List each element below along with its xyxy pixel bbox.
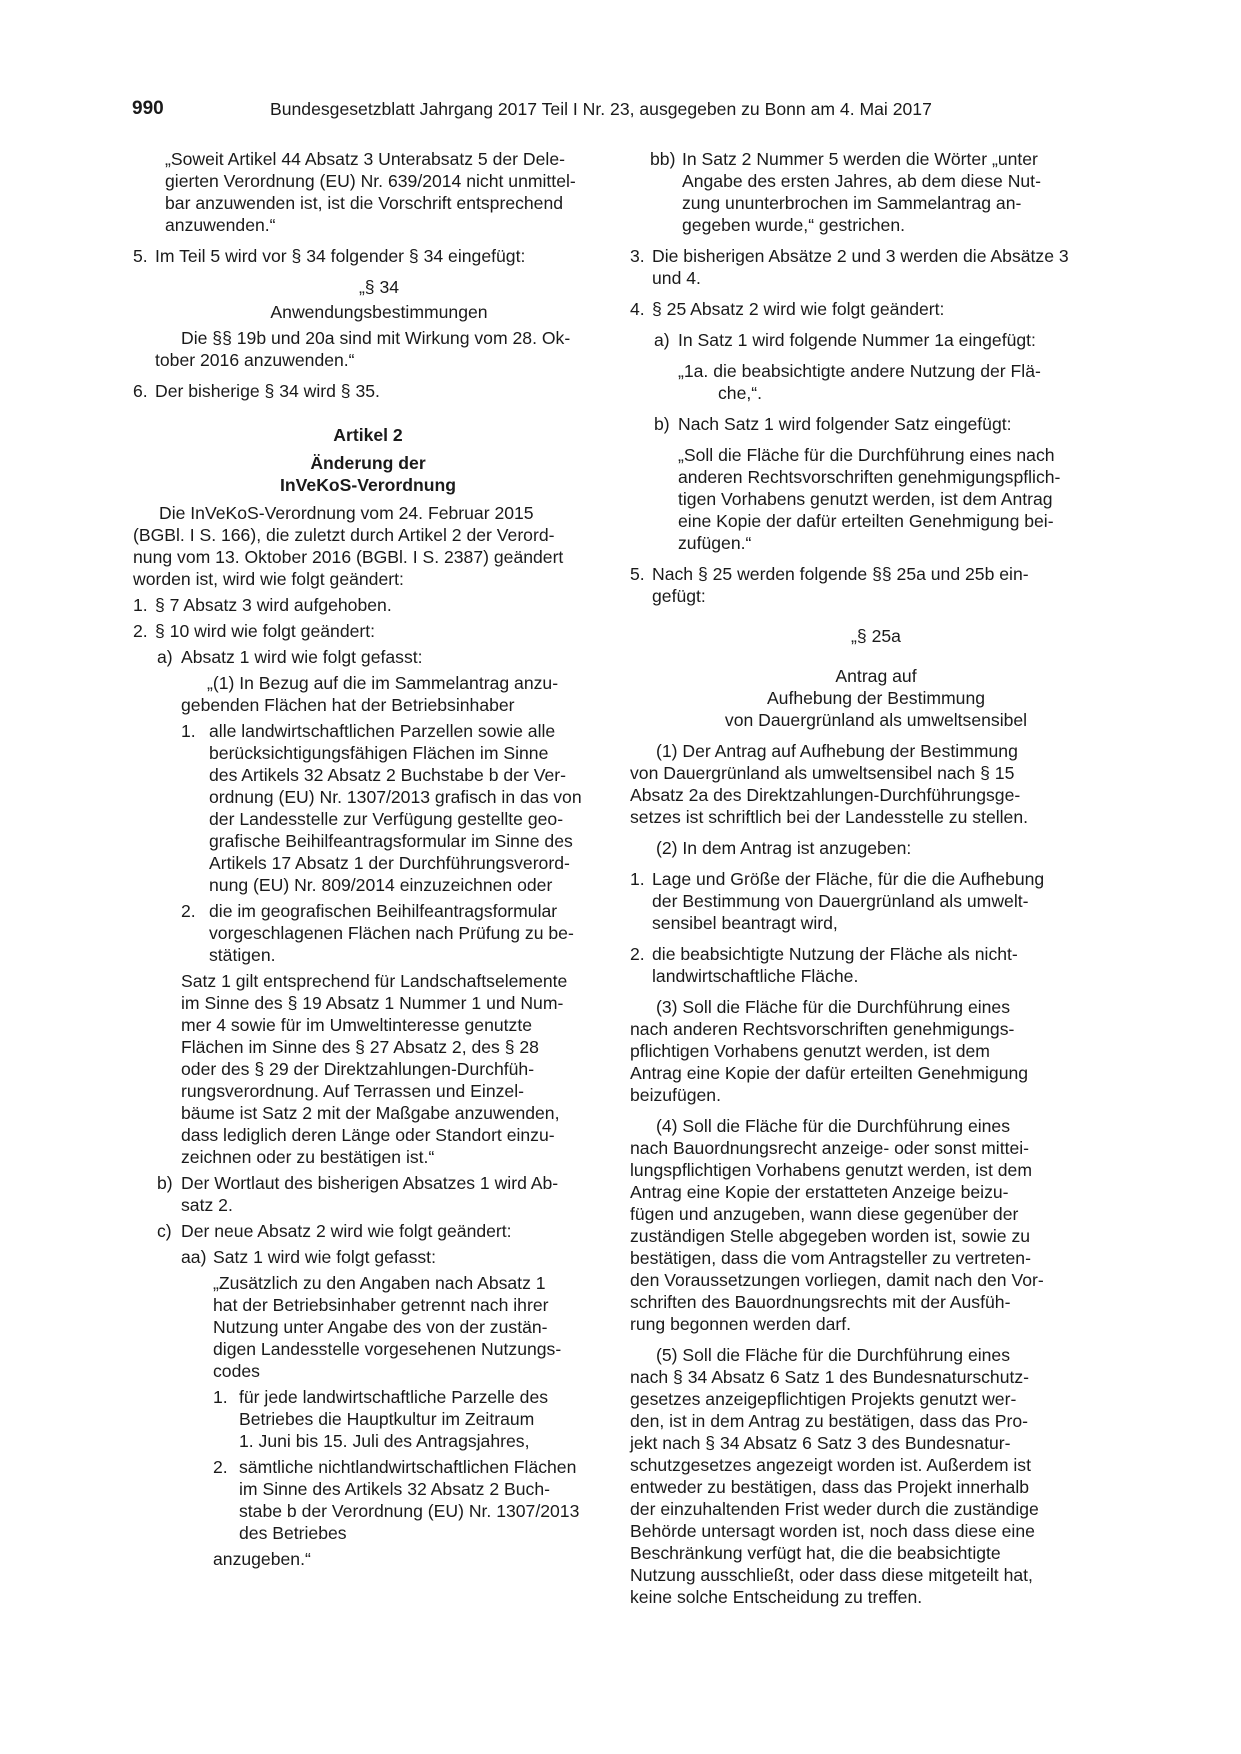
text-line: des Betriebes	[239, 1523, 347, 1543]
quote-list-item-z2	[133, 1456, 603, 1544]
text-line: „1a. die beabsichtigte andere Nutzung der Flä-	[678, 361, 1041, 381]
paragraph-4	[630, 1115, 1100, 1335]
text-line: § 25 Absatz 2 wird wie folgt geändert:	[652, 299, 945, 319]
article-intro	[133, 502, 603, 590]
text-line: Absatz 1 wird wie folgt gefasst:	[181, 647, 423, 667]
text-line: rung begonnen werden darf.	[630, 1314, 852, 1334]
text-line: „Soweit Artikel 44 Absatz 3 Unterabsatz 5 der Dele-	[165, 149, 565, 169]
sub-item-c	[133, 1220, 603, 1242]
text-line: von Dauergrünland als umweltsensibel nach § 15	[630, 763, 1015, 783]
list-item-6	[133, 380, 603, 402]
text-line: ordnung (EU) Nr. 1307/2013 grafisch in das von	[209, 787, 582, 807]
text-line: nach § 34 Absatz 6 Satz 1 des Bundesnaturschutz-	[630, 1367, 1030, 1387]
text-line: vorgeschlagenen Flächen nach Prüfung zu be-	[209, 923, 574, 943]
text-line: den, ist in dem Antrag zu bestätigen, dass das Pro-	[630, 1411, 1029, 1431]
text-line: mer 4 sowie für im Umweltinteresse genutzte	[181, 1015, 533, 1035]
item-number: 3.	[630, 246, 645, 266]
text-line: berücksichtigungsfähigen Flächen im Sinne	[209, 743, 549, 763]
item-letter: a)	[654, 330, 670, 350]
text-line: nach anderen Rechtsvorschriften genehmigungs-	[630, 1019, 1015, 1039]
text-line: sämtliche nichtlandwirtschaftlichen Flächen	[239, 1457, 577, 1477]
text-line: (3) Soll die Fläche für die Durchführung eines	[656, 997, 1011, 1017]
text-line: pflichtigen Vorhabens genutzt werden, ist dem	[630, 1041, 990, 1061]
text-line: „(1) In Bezug auf die im Sammelantrag anzu-	[207, 673, 559, 693]
text-line: nung (EU) Nr. 809/2014 einzuzeichnen oder	[209, 875, 553, 895]
section-34-number: „§ 34	[358, 277, 400, 297]
text-line: Die §§ 19b und 20a sind mit Wirkung vom 28. Ok-	[181, 328, 571, 348]
text-line: Absatz 2a des Direktzahlungen-Durchführungsge-	[630, 785, 1021, 805]
text-line: Im Teil 5 wird vor § 34 folgender § 34 eingefügt:	[155, 246, 526, 266]
paragraph-1	[630, 740, 1100, 828]
text-line: nung vom 13. Oktober 2016 (BGBl. I S. 2387) geändert	[133, 547, 564, 567]
right-column	[630, 148, 1100, 1608]
text-line: oder des § 29 der Direktzahlungen-Durchfüh-	[181, 1059, 535, 1079]
text-line: „Zusätzlich zu den Angaben nach Absatz 1	[213, 1273, 546, 1293]
sub-item-b	[133, 1172, 603, 1216]
text-line: der einzuhaltenden Frist weder durch die zuständige	[630, 1499, 1039, 1519]
text-line: der Landesstelle zur Verfügung gestellte geo-	[209, 809, 564, 829]
text-line: bestätigen, dass die vom Antragsteller zu vertreten-	[630, 1248, 1031, 1268]
text-line: Satz 1 gilt entsprechend für Landschaftselemente	[181, 971, 568, 991]
text-line: jekt nach § 34 Absatz 6 Satz 3 des Bundesnatur-	[630, 1433, 1011, 1453]
text-line: In Satz 2 Nummer 5 werden die Wörter „unter	[682, 149, 1038, 169]
text-line: Antrag auf	[835, 666, 917, 686]
article-heading: Artikel 2	[333, 425, 403, 445]
item-letter: b)	[157, 1173, 173, 1193]
right-sub-item-b	[630, 413, 1100, 435]
text-line: den Voraussetzungen vorliegen, damit nach den Vor-	[630, 1270, 1044, 1290]
text-line: worden ist, wird wie folgt geändert:	[133, 569, 404, 589]
item-number: 2.	[213, 1457, 228, 1477]
text-line: Antrag eine Kopie der erstatteten Anzeige beizu-	[630, 1182, 1009, 1202]
text-line: Angabe des ersten Jahres, ab dem diese Nut-	[682, 171, 1041, 191]
text-line: Satz 1 wird wie folgt gefasst:	[213, 1247, 436, 1267]
quote-zusaetzlich	[133, 1272, 603, 1382]
text-line: stabe b der Verordnung (EU) Nr. 1307/2013	[239, 1501, 580, 1521]
item-letter: aa)	[181, 1247, 207, 1267]
text-line: anderen Rechtsvorschriften genehmigungspflich-	[678, 467, 1061, 487]
quote-list-item-1	[133, 720, 603, 896]
item-number: 5.	[630, 564, 645, 584]
text-line: Lage und Größe der Fläche, für die die Aufhebung	[652, 869, 1045, 889]
quote-soll	[630, 444, 1100, 554]
item-number: 6.	[133, 381, 148, 401]
text-line: beizufügen.	[630, 1085, 721, 1105]
text-line: (BGBl. I S. 166), die zuletzt durch Artikel 2 der Verord-	[133, 525, 555, 545]
text-line: gefügt:	[652, 586, 706, 606]
text-line: des Artikels 32 Absatz 2 Buchstabe b der Ver-	[209, 765, 566, 785]
text-line: digen Landesstelle vorgesehenen Nutzungs-	[213, 1339, 562, 1359]
text-line: nach Bauordnungsrecht anzeige- oder sonst mittei-	[630, 1138, 1030, 1158]
sub-item-a	[133, 646, 603, 668]
text-line: Nach Satz 1 wird folgender Satz eingefügt:	[678, 414, 1012, 434]
item-number: 4.	[630, 299, 645, 319]
text-line: entweder zu bestätigen, dass das Projekt innerhalb	[630, 1477, 1030, 1497]
amend-item-4	[630, 298, 1100, 320]
text-line: che,“.	[718, 383, 763, 403]
text-line: Betriebes die Hauptkultur im Zeitraum	[239, 1409, 535, 1429]
text-line: im Sinne des Artikels 32 Absatz 2 Buch-	[239, 1479, 550, 1499]
item-number: 1.	[181, 721, 196, 741]
text-line: zufügen.“	[678, 533, 752, 553]
text-line: Behörde untersagt worden ist, noch dass diese eine	[630, 1521, 1035, 1541]
text-line: tober 2016 anzuwenden.“	[155, 350, 355, 370]
text-line: (4) Soll die Fläche für die Durchführung eines	[656, 1116, 1011, 1136]
text-line: Flächen im Sinne des § 27 Absatz 2, des § 28	[181, 1037, 539, 1057]
text-line: der Bestimmung von Dauergrünland als umwelt-	[652, 891, 1029, 911]
text-line: Antrag eine Kopie der dafür erteilten Genehmigung	[630, 1063, 1029, 1083]
text-line: im Sinne des § 19 Absatz 1 Nummer 1 und Num-	[181, 993, 564, 1013]
sub-item-bb	[630, 148, 1100, 236]
item-number: 2.	[181, 901, 196, 921]
item-letter: a)	[157, 647, 173, 667]
quote-list-item-z1	[133, 1386, 603, 1452]
paragraph-3	[630, 996, 1100, 1106]
left-column	[133, 148, 603, 1570]
text-line: lungspflichtigen Vorhabens genutzt werden, ist dem	[630, 1160, 1032, 1180]
amend-item-1	[133, 594, 603, 616]
text-line: bar anzuwenden ist, ist die Vorschrift entsprechend	[165, 193, 564, 213]
paragraph-2-item-1	[630, 868, 1100, 934]
text-line: § 7 Absatz 3 wird aufgehoben.	[155, 595, 392, 615]
article-title-line2: InVeKoS-Verordnung	[280, 475, 456, 495]
text-line: In Satz 1 wird folgende Nummer 1a eingefügt:	[678, 330, 1036, 350]
text-line: anzuwenden.“	[165, 215, 276, 235]
text-line: zuständigen Stelle abgegeben worden ist, sowie zu	[630, 1226, 1031, 1246]
text-line: grafische Beihilfeantragsformular im Sinne des	[209, 831, 573, 851]
text-line: zung ununterbrochen im Sammelantrag an-	[682, 193, 1022, 213]
text-line: Nutzung ausschließt, oder dass diese mitgeteilt hat,	[630, 1565, 1033, 1585]
sub-item-aa	[133, 1246, 603, 1268]
text-line: alle landwirtschaftlichen Parzellen sowie alle	[209, 721, 556, 741]
text-line: keine solche Entscheidung zu treffen.	[630, 1587, 923, 1607]
text-line: fügen und anzugeben, wann diese gegenüber der	[630, 1204, 1019, 1224]
quote-satz-block	[133, 970, 603, 1168]
item-letter: b)	[654, 414, 670, 434]
item-letter: bb)	[650, 149, 676, 169]
text-line: Nutzung unter Angabe des von der zustän-	[213, 1317, 548, 1337]
text-line: 1. Juni bis 15. Juli des Antragsjahres,	[239, 1431, 530, 1451]
text-line: dass lediglich deren Länge oder Standort einzu-	[181, 1125, 555, 1145]
quote-absatz-1	[133, 672, 603, 716]
quote-list-item-2	[133, 900, 603, 966]
text-line: § 10 wird wie folgt geändert:	[155, 621, 376, 641]
text-line: Die InVeKoS-Verordnung vom 24. Februar 2015	[159, 503, 534, 523]
item-number: 1.	[630, 869, 645, 889]
text-line: gierten Verordnung (EU) Nr. 639/2014 nicht unmittel-	[165, 171, 576, 191]
text-line: Beschränkung verfügt hat, die die beabsichtigte	[630, 1543, 1001, 1563]
article-title-line1: Änderung der	[310, 453, 426, 473]
text-line: Aufhebung der Bestimmung	[766, 688, 986, 708]
text-line: gebenden Flächen hat der Betriebsinhaber	[181, 695, 515, 715]
text-line: gegeben wurde,“ gestrichen.	[682, 215, 905, 235]
section-34-text	[133, 327, 603, 371]
item-number: 2.	[630, 944, 645, 964]
text-line: eine Kopie der dafür erteilten Genehmigung bei-	[678, 511, 1054, 531]
section-25a-title	[630, 665, 1100, 731]
text-line: Nach § 25 werden folgende §§ 25a und 25b ein-	[652, 564, 1029, 584]
text-line: (1) Der Antrag auf Aufhebung der Bestimmung	[656, 741, 1018, 761]
text-line: tigen Vorhabens genutzt werden, ist dem Antrag	[678, 489, 1053, 509]
list-item-5	[133, 245, 603, 267]
text-line: die im geografischen Beihilfeantragsformular	[209, 901, 558, 921]
text-line: landwirtschaftliche Fläche.	[652, 966, 859, 986]
quote-anzugeben: anzugeben.“	[213, 1549, 311, 1569]
amend-item-3	[630, 245, 1100, 289]
text-line: schriften des Bauordnungsrechts mit der Ausfüh-	[630, 1292, 1011, 1312]
text-line: schutzgesetzes angezeigt worden ist. Außerdem ist	[630, 1455, 1031, 1475]
text-line: von Dauergrünland als umweltsensibel	[724, 710, 1028, 730]
quote-soweit	[133, 148, 603, 236]
text-line: setzes ist schriftlich bei der Landesstelle zu stellen.	[630, 807, 1029, 827]
text-line: (5) Soll die Fläche für die Durchführung eines	[656, 1345, 1011, 1365]
text-line: sensibel beantragt wird,	[652, 913, 838, 933]
text-line: zeichnen oder zu bestätigen ist.“	[181, 1147, 435, 1167]
text-line: für jede landwirtschaftliche Parzelle des	[239, 1387, 549, 1407]
item-letter: c)	[157, 1221, 172, 1241]
text-line: Der Wortlaut des bisherigen Absatzes 1 wird Ab-	[181, 1173, 559, 1193]
text-line: die beabsichtigte Nutzung der Fläche als nicht-	[652, 944, 1018, 964]
text-line: bäume ist Satz 2 mit der Maßgabe anzuwenden,	[181, 1103, 560, 1123]
text-line: rungsverordnung. Auf Terrassen und Einzel-	[181, 1081, 524, 1101]
text-line: satz 2.	[181, 1195, 233, 1215]
text-line: „Soll die Fläche für die Durchführung eines nach	[678, 445, 1055, 465]
quote-1a	[630, 360, 1100, 404]
item-number: 2.	[133, 621, 148, 641]
text-line: codes	[213, 1361, 260, 1381]
right-sub-item-a	[630, 329, 1100, 351]
page-number: 990	[132, 98, 164, 119]
section-34-title: Anwendungsbestimmungen	[270, 302, 488, 322]
section-25a-number: „§ 25a	[851, 626, 901, 646]
paragraph-2-item-2	[630, 943, 1100, 987]
item-number: 5.	[133, 246, 148, 266]
amend-item-5	[630, 563, 1100, 607]
text-line: Artikels 17 Absatz 1 der Durchführungsverord-	[209, 853, 570, 873]
text-line: stätigen.	[209, 945, 276, 965]
paragraph-5	[630, 1344, 1100, 1608]
page-header	[0, 98, 1241, 122]
amend-item-2	[133, 620, 603, 642]
text-line: Der bisherige § 34 wird § 35.	[155, 381, 380, 401]
text-line: gesetzes anzeigepflichtigen Projekts genutzt wer-	[630, 1389, 1017, 1409]
text-line: Die bisherigen Absätze 2 und 3 werden die Absätze 3	[652, 246, 1069, 266]
text-line: hat der Betriebsinhaber getrennt nach ihrer	[213, 1295, 549, 1315]
item-number: 1.	[213, 1387, 228, 1407]
item-number: 1.	[133, 595, 148, 615]
running-title: Bundesgesetzblatt Jahrgang 2017 Teil I Nr. 23, ausgegeben zu Bonn am 4. Mai 2017	[270, 99, 932, 119]
text-line: und 4.	[652, 268, 701, 288]
paragraph-2: (2) In dem Antrag ist anzugeben:	[656, 838, 912, 858]
text-line: Der neue Absatz 2 wird wie folgt geändert:	[181, 1221, 512, 1241]
